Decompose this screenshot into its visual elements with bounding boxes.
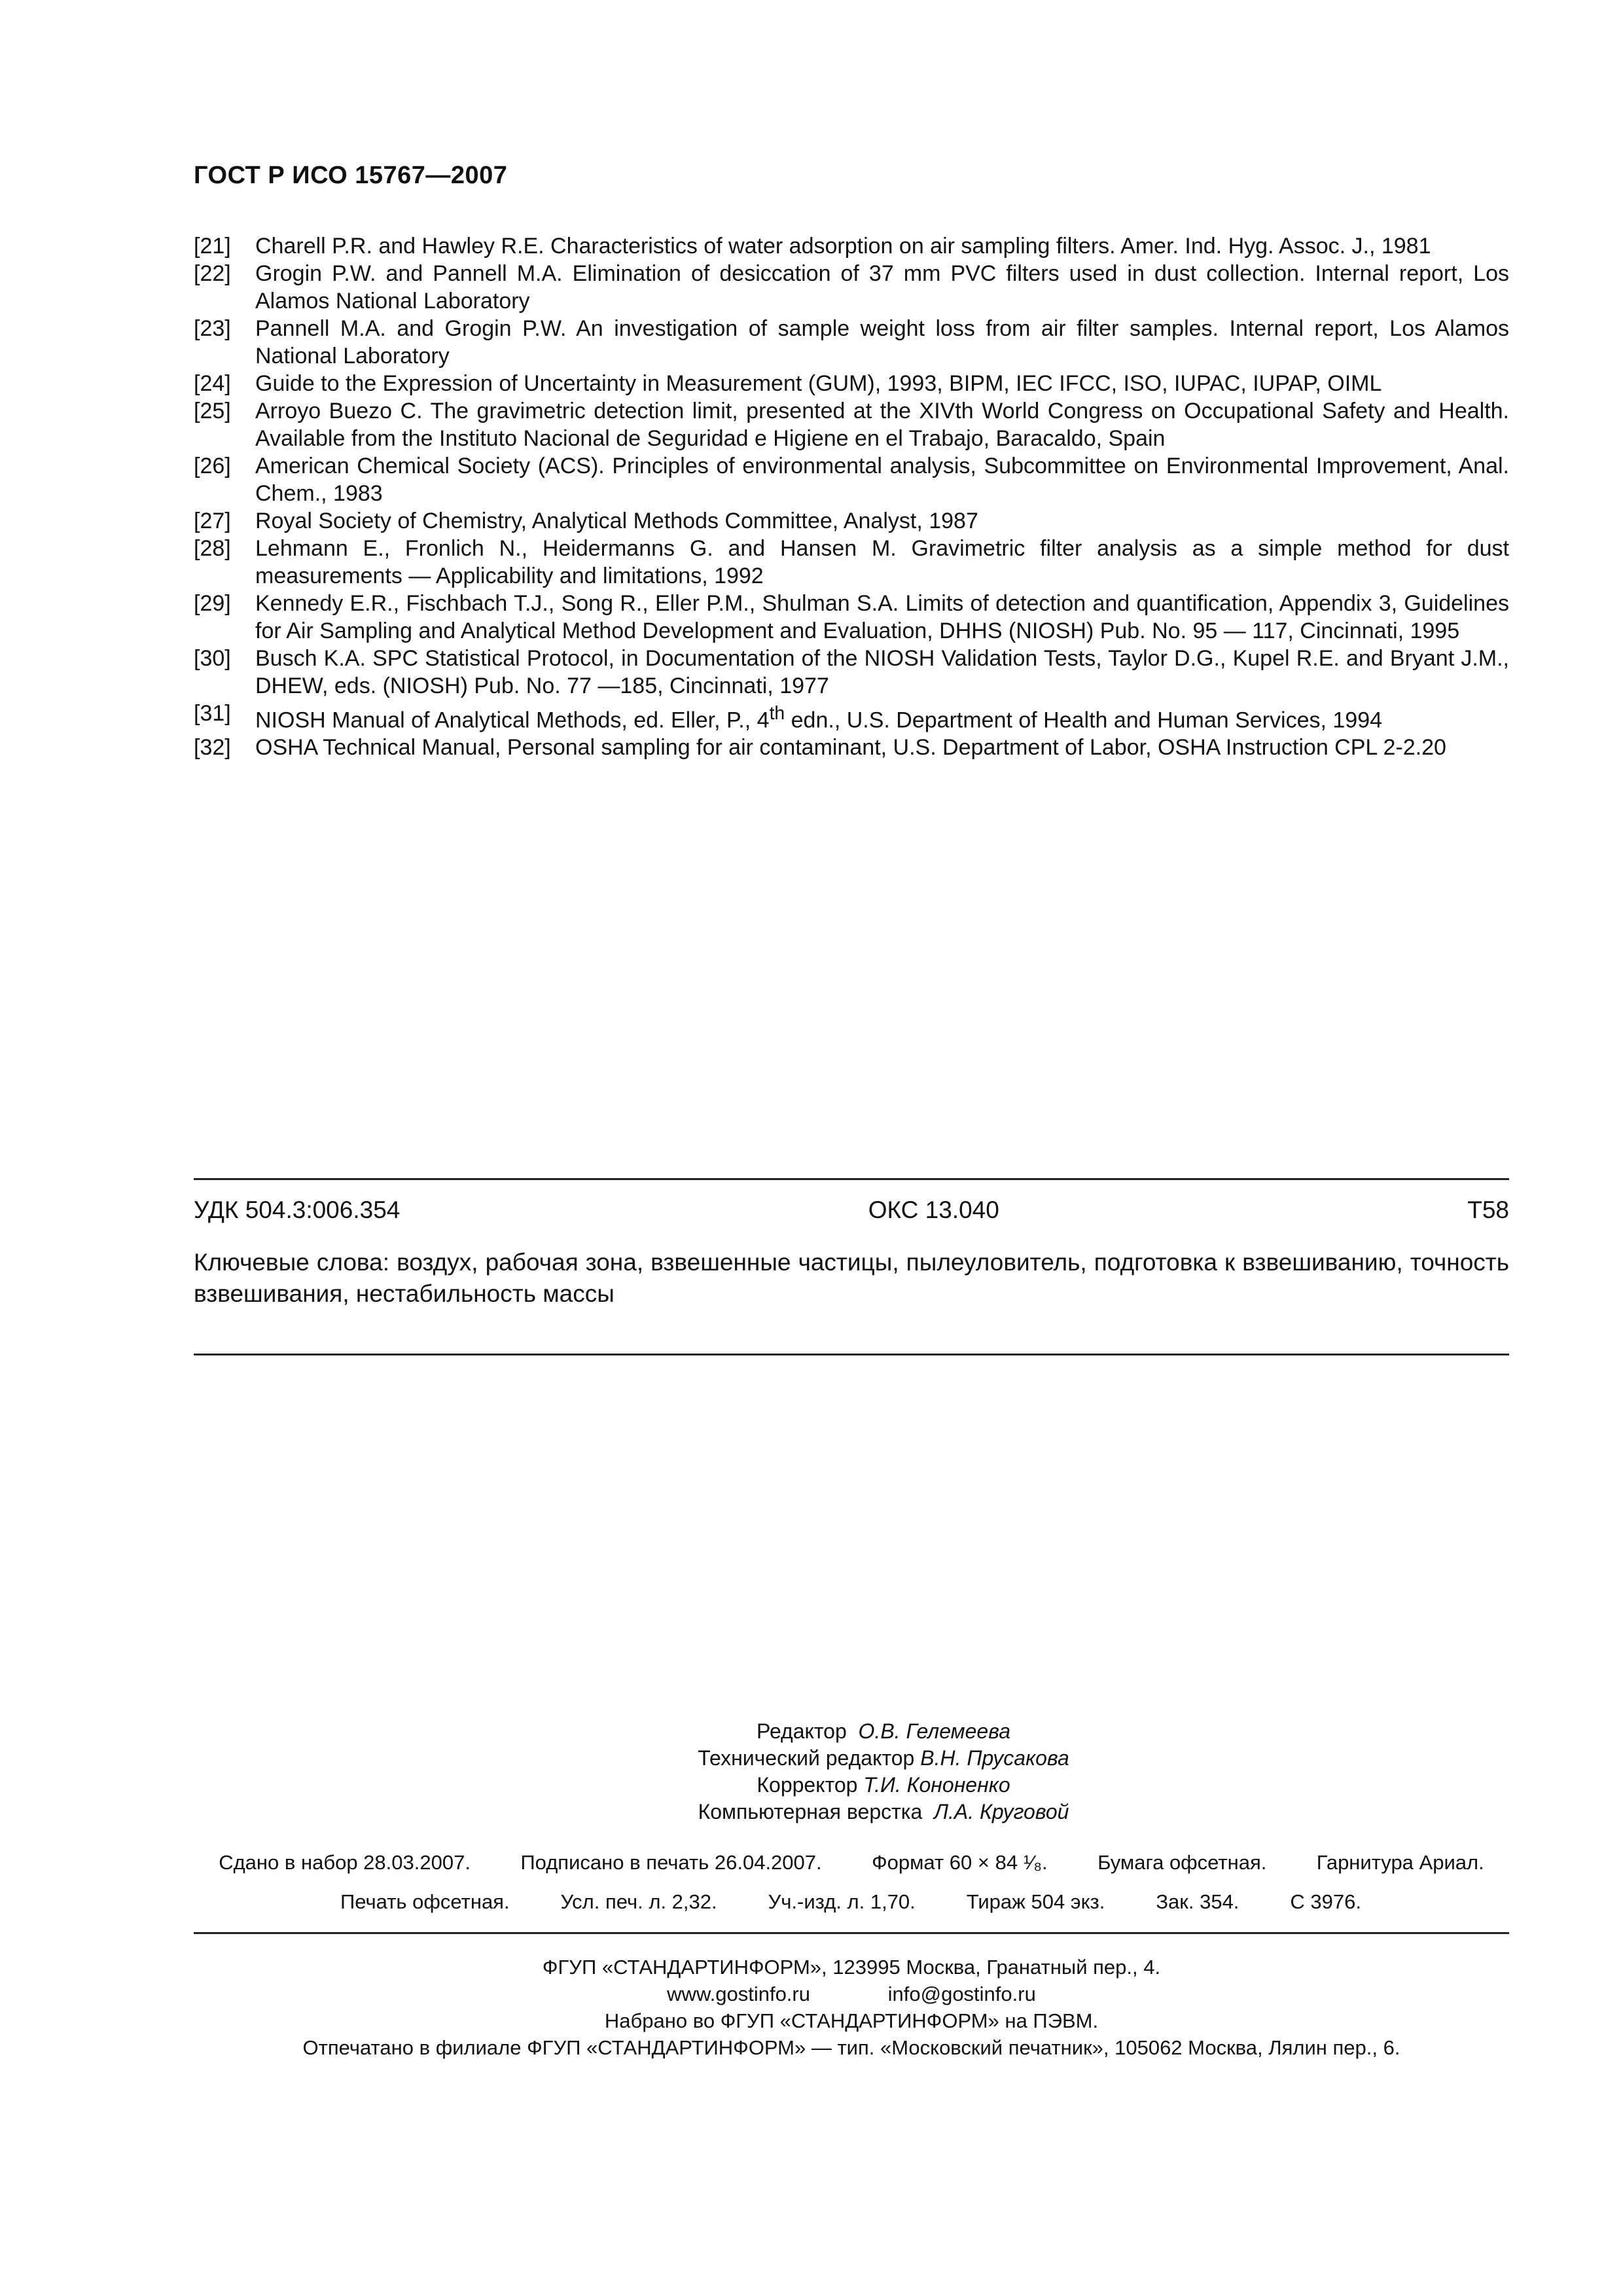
staff-name: Т.И. Кононенко bbox=[863, 1773, 1010, 1797]
reference-number: [26] bbox=[194, 454, 231, 478]
superscript-edition: th bbox=[769, 703, 785, 724]
reference-item bbox=[194, 507, 1509, 535]
staff-role: Технический редактор bbox=[698, 1746, 915, 1770]
reference-number: [30] bbox=[194, 646, 231, 671]
reference-number: [31] bbox=[194, 701, 231, 726]
reference-item bbox=[194, 535, 1509, 590]
staff-line bbox=[589, 1718, 1178, 1745]
reference-item bbox=[194, 700, 1509, 734]
reference-item bbox=[194, 590, 1509, 645]
group-code: Т58 bbox=[1467, 1196, 1509, 1223]
standard-designation: ГОСТ Р ИСО 15767—2007 bbox=[194, 162, 508, 189]
reference-text: Kennedy E.R., Fischbach T.J., Song R., Eller P.M., Shulman S.A. Limits of detection and quantification, Appendix 3, Guidelines for Air Sampling and Analytical Method Development and Evaluation, DHHS (NIOSH) Pub. No. 95 — 117, Cincinnati, 1995 bbox=[255, 591, 1509, 643]
submitted-date: Сдано в набор 28.03.2007. bbox=[219, 1851, 471, 1874]
website-link[interactable]: www.gostinfo.ru bbox=[667, 1982, 810, 2005]
publisher-address: ФГУП «СТАНДАРТИНФОРМ», 123995 Москва, Гранатный пер., 4. bbox=[542, 1956, 1161, 1979]
staff-line bbox=[589, 1799, 1178, 1825]
print-type: Печать офсетная. bbox=[340, 1890, 510, 1913]
print-run: Тираж 504 экз. bbox=[966, 1890, 1105, 1913]
reference-number: [29] bbox=[194, 591, 231, 616]
printed-sheets: Усл. печ. л. 2,32. bbox=[560, 1890, 717, 1913]
publication-details-line2 bbox=[340, 1890, 1361, 1914]
reference-item bbox=[194, 452, 1509, 507]
staff-role: Компьютерная верстка bbox=[698, 1800, 923, 1823]
staff-role: Редактор bbox=[757, 1719, 847, 1743]
reference-text: Busch K.A. SPC Statistical Protocol, in Documentation of the NIOSH Validation Tests, Taylor D.G., Kupel R.E. and Bryant J.M., DHEW, eds. (NIOSH) Pub. No. 77 —185, Cincinnati, 1977 bbox=[255, 646, 1509, 698]
publication-details-line1 bbox=[194, 1851, 1509, 1874]
staff-name: О.В. Гелемеева bbox=[858, 1719, 1010, 1743]
reference-text: Royal Society of Chemistry, Analytical Methods Committee, Analyst, 1987 bbox=[255, 509, 978, 533]
reference-text: Pannell M.A. and Grogin P.W. An investigation of sample weight loss from air filter samples. Internal report, Los Alamos National Laboratory bbox=[255, 316, 1509, 368]
reference-text: Guide to the Expression of Uncertainty in Measurement (GUM), 1993, BIPM, IEC IFCC, ISO, IUPAC, IUPAP, OIML bbox=[255, 371, 1382, 396]
paper-type: Бумага офсетная. bbox=[1097, 1851, 1267, 1874]
classification-row bbox=[194, 1196, 1509, 1224]
reference-text-start: NIOSH Manual of Analytical Methods, ed. Eller, P., 4 bbox=[255, 708, 770, 733]
reference-item bbox=[194, 370, 1509, 397]
reference-number: [25] bbox=[194, 399, 231, 423]
staff-role: Корректор bbox=[757, 1773, 858, 1797]
typeset-note: Набрано во ФГУП «СТАНДАРТИНФОРМ» на ПЭВМ. bbox=[604, 2009, 1099, 2032]
order-number: Зак. 354. bbox=[1156, 1890, 1240, 1913]
editorial-staff bbox=[589, 1718, 1178, 1825]
staff-line bbox=[589, 1745, 1178, 1772]
reference-text: OSHA Technical Manual, Personal sampling for air contaminant, U.S. Department of Labor, OSHA Instruction CPL 2-2.20 bbox=[255, 735, 1446, 761]
reference-text: Lehmann E., Fronlich N., Heidermanns G. and Hansen M. Gravimetric filter analysis as a simple method for dust measurements — Applicability and limitations, 1992 bbox=[255, 536, 1509, 588]
reference-text: Grogin P.W. and Pannell M.A. Elimination of desiccation of 37 mm PVC filters used in dust collection. Internal report, Los Alamos National Laboratory bbox=[255, 261, 1509, 314]
email-link[interactable]: info@gostinfo.ru bbox=[887, 1982, 1036, 2005]
reference-number: [28] bbox=[194, 536, 231, 561]
divider-top bbox=[194, 1178, 1509, 1180]
staff-name: В.Н. Прусакова bbox=[920, 1746, 1069, 1770]
reference-number: [23] bbox=[194, 316, 231, 341]
reference-text-end: edn., U.S. Department of Health and Human Services, 1994 bbox=[785, 708, 1383, 733]
reference-item bbox=[194, 645, 1509, 700]
signed-date: Подписано в печать 26.04.2007. bbox=[520, 1851, 822, 1874]
staff-line bbox=[589, 1772, 1178, 1799]
format: Формат 60 × 84 ¹⁄₈. bbox=[872, 1851, 1048, 1874]
reference-text: American Chemical Society (ACS). Principles of environmental analysis, Subcommittee on Environmental Improvement, Anal. Chem., 1983 bbox=[255, 454, 1509, 506]
reference-number: [27] bbox=[194, 509, 231, 533]
publisher-footer bbox=[194, 1954, 1509, 2061]
reference-item bbox=[194, 260, 1509, 315]
oks-code: ОКС 13.040 bbox=[868, 1196, 999, 1223]
reference-item bbox=[194, 397, 1509, 452]
printed-note: Отпечатано в филиале ФГУП «СТАНДАРТИНФОРМ» — тип. «Московский печатник», 105062 Москва, Лялин пер., 6. bbox=[302, 2036, 1400, 2059]
keywords: Ключевые слова: воздух, рабочая зона, взвешенные частицы, пылеуловитель, подготовка к взвешиванию, точность взвешивания, нестабильность массы bbox=[194, 1249, 1509, 1307]
staff-name: Л.А. Круговой bbox=[934, 1800, 1069, 1823]
divider-keywords bbox=[194, 1354, 1509, 1355]
publisher-sheets: Уч.-изд. л. 1,70. bbox=[768, 1890, 916, 1913]
reference-number: [24] bbox=[194, 371, 231, 396]
references-list bbox=[194, 232, 1509, 761]
reference-number: [22] bbox=[194, 261, 231, 286]
reference-text: Charell P.R. and Hawley R.E. Characteristics of water adsorption on air sampling filters. Amer. Ind. Hyg. Assoc. J., 1981 bbox=[255, 234, 1431, 259]
c-number: С 3976. bbox=[1290, 1890, 1361, 1913]
reference-number: [32] bbox=[194, 735, 231, 761]
reference-item bbox=[194, 315, 1509, 370]
reference-text: Arroyo Buezo C. The gravimetric detection limit, presented at the XIVth World Congress on Occupational Safety and Health. Available from the Instituto Nacional de Seguridad e Higiene en el Trabajo, Baracaldo, Spain bbox=[255, 399, 1509, 451]
reference-number: [21] bbox=[194, 234, 231, 259]
typeface: Гарнитура Ариал. bbox=[1316, 1851, 1484, 1874]
reference-text bbox=[255, 700, 1509, 734]
divider-footer bbox=[194, 1932, 1509, 1934]
reference-item bbox=[194, 232, 1509, 260]
udk-code: УДК 504.3:006.354 bbox=[194, 1196, 401, 1223]
contact-row bbox=[194, 1981, 1509, 2007]
reference-item bbox=[194, 734, 1509, 761]
